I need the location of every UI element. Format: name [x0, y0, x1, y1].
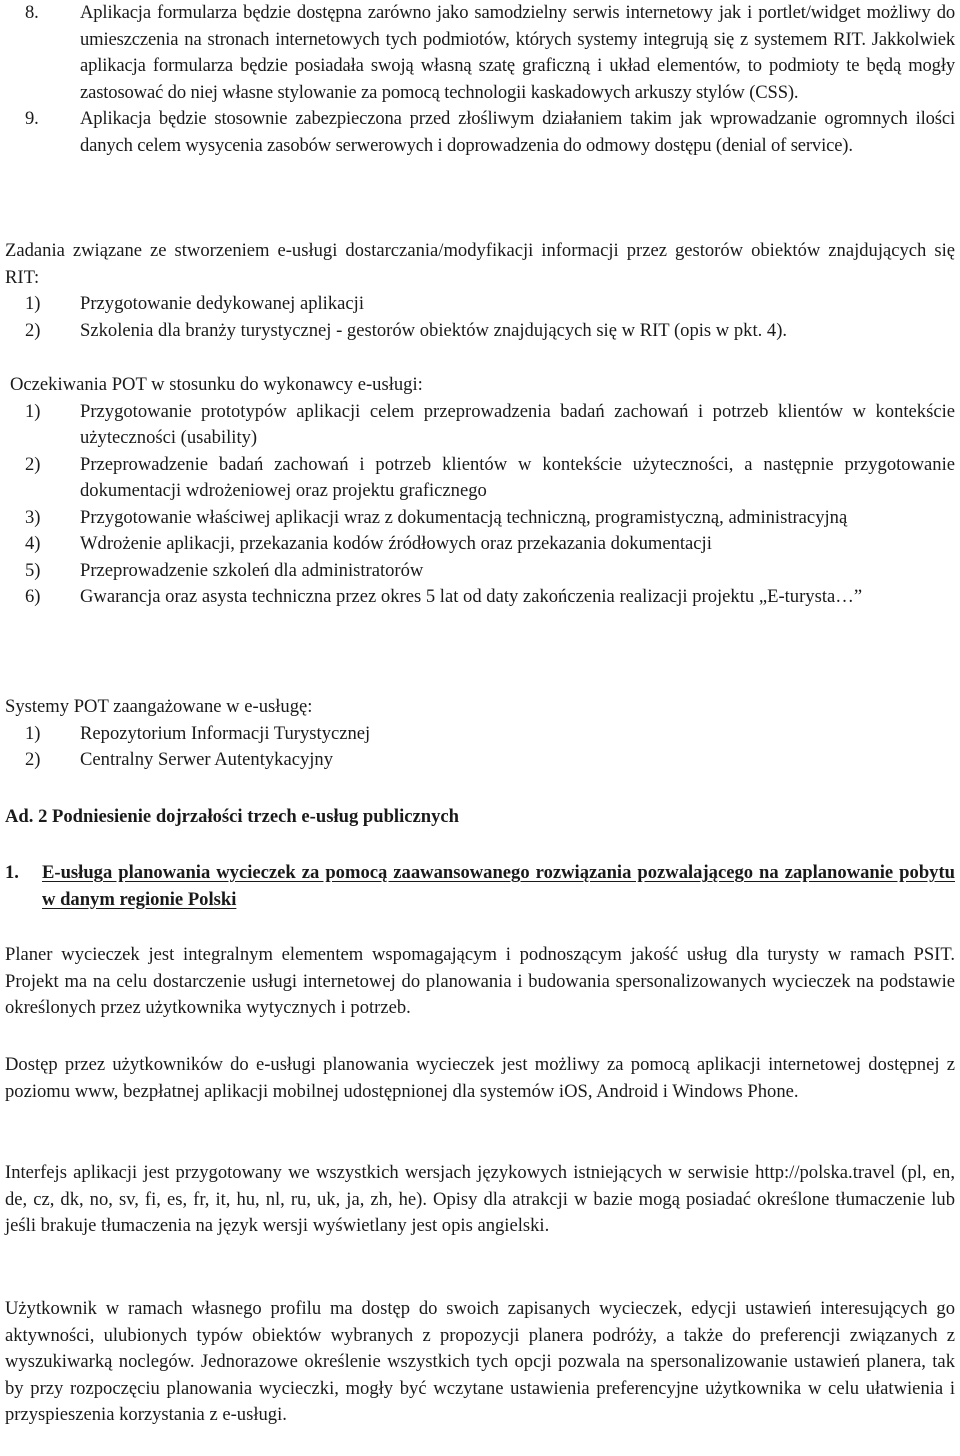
- list-item: [5, 558, 955, 585]
- item-text: Wdrożenie aplikacji, przekazania kodów źródłowych oraz przekazania dokumentacji: [80, 533, 712, 554]
- paragraph-text: Dostęp przez użytkowników do e-usługi planowania wycieczek jest możliwy za pomocą aplikacji internetowej dostępnej z poziomu www, bezpłatnej aplikacji mobilnej udostępnionej dla systemów iOS, Android i Windows Phone.: [5, 1054, 955, 1102]
- item-text: Przygotowanie dedykowanej aplikacji: [80, 293, 364, 314]
- paragraph-text: Użytkownik w ramach własnego profilu ma dostęp do swoich zapisanych wycieczek, edycji ustawień interesujących go aktywności, ulubionych typów obiektów wybranych z propozycji planera podróży, a także do preferencji związanych z wyszukiwarką noclegów. Jednorazowe określenie wszystkich tych opcji pozwala na spersonalizowanie ustawień planera, tak by przy rozpoczęciu planowania wycieczki, mogły być wczytane ustawienia preferencyjne użytkownika w celu ułatwienia i przyspieszenia korzystania z e-usługi.: [5, 1298, 955, 1425]
- paragraph-text: Planer wycieczek jest integralnym elementem wspomagającym i podnoszącym jakość usług dla turysty w ramach PSIT. Projekt ma na celu dostarczenie usługi internetowej do planowania i budowania spersonalizowanych wycieczek na podstawie określonych przez użytkownika wytycznych i potrzeb.: [5, 944, 955, 1018]
- item-number: 1): [25, 722, 41, 744]
- list-item: [5, 531, 955, 558]
- list-item: [5, 584, 955, 611]
- paragraph-3: [5, 1160, 955, 1240]
- tasks-section: [5, 238, 955, 344]
- list-item: [5, 291, 955, 318]
- paragraph-2: [5, 1052, 955, 1105]
- list-item: [5, 452, 955, 505]
- list-item: [5, 747, 955, 774]
- subsection-number: 1.: [5, 862, 19, 883]
- item-number: 1): [25, 400, 41, 422]
- subsection-title: E-usługa planowania wycieczek za pomocą zaawansowanego rozwiązania pozwalającego na zaplanowanie pobytu w danym regionie Polski: [42, 862, 955, 910]
- item-number: 2): [25, 749, 41, 770]
- item-number: 5): [25, 559, 41, 581]
- paragraph-1: [5, 942, 955, 1022]
- item-text: Przeprowadzenie szkoleń dla administratorów: [80, 559, 424, 581]
- item-text: Aplikacja będzie stosownie zabezpieczona przed złośliwym działaniem takim jak wprowadzanie ogromnych ilości danych celem wysycenia zasobów serwerowych i doprowadzenia do odmowy dostępu (denial of service).: [80, 108, 955, 156]
- section-heading: Ad. 2 Podniesienie dojrzałości trzech e-usług publicznych: [5, 806, 459, 827]
- systems-heading: Systemy POT zaangażowane w e-usługę:: [5, 696, 313, 717]
- expectations-section: [5, 372, 955, 611]
- list-item: [5, 505, 955, 532]
- paragraph-text: Interfejs aplikacji jest przygotowany we wszystkich wersjach językowych istniejących w serwisie http://polska.travel (pl, en, de, cz, dk, no, sv, fi, es, fr, it, hu, nl, ru, uk, ja, zh, he). Opisy dla atrakcji w bazie mogą posiadać określone tłumaczenie lub jeśli brakuje tłumaczenia na język wersji wyświetlany jest opis angielski.: [5, 1162, 955, 1236]
- item-text: Aplikacja formularza będzie dostępna zarówno jako samodzielny serwis internetowy jak i portlet/widget możliwy do umieszczenia na stronach internetowych tych podmiotów, których systemy integrują się z systemem RIT. Jakkolwiek aplikacja formularza będzie posiadała swoją własną szatę graficzną i układ elementów, to podmioty te będą mogły zastosować do niej własne stylowanie za pomocą technologii kaskadowych arkuszy stylów (CSS).: [80, 2, 955, 103]
- paragraph-4: [5, 1296, 955, 1429]
- item-text: Repozytorium Informacji Turystycznej: [80, 722, 371, 744]
- list-item: [5, 318, 955, 345]
- list-item-8: [5, 0, 955, 106]
- item-text: Gwarancja oraz asysta techniczna przez okres 5 lat od daty zakończenia realizacji projektu „E-turysta…”: [80, 586, 863, 607]
- tasks-heading: Zadania związane ze stworzeniem e-usługi dostarczania/modyfikacji informacji przez gestorów obiektów znajdujących się RIT:: [5, 240, 955, 288]
- expectations-heading: Oczekiwania POT w stosunku do wykonawcy e-usługi:: [10, 374, 423, 395]
- list-item: [5, 399, 955, 452]
- item-text: Przygotowanie właściwej aplikacji wraz z dokumentacją techniczną, programistyczną, administracyjną: [80, 506, 848, 528]
- item-text: Szkolenia dla branży turystycznej - gestorów obiektów znajdujących się w RIT (opis w pkt. 4).: [80, 319, 788, 341]
- item-text: Przeprowadzenie badań zachowań i potrzeb klientów w kontekście użyteczności, a następnie przygotowanie dokumentacji wdrożeniowej oraz projektu graficznego: [80, 453, 955, 501]
- item-number: 9.: [25, 108, 39, 129]
- systems-section: [5, 694, 955, 774]
- item-number: 1): [25, 293, 41, 314]
- item-number: 2): [25, 319, 41, 341]
- item-number: 6): [25, 586, 41, 607]
- item-number: 3): [25, 506, 41, 528]
- list-item: [5, 721, 955, 748]
- intro-list: [5, 0, 955, 159]
- item-text: Centralny Serwer Autentykacyjny: [80, 749, 334, 770]
- subsection-title-row: [5, 860, 955, 913]
- item-number: 8.: [25, 2, 39, 23]
- list-item-9: [5, 106, 955, 159]
- item-number: 4): [25, 533, 41, 554]
- subsection-heading: [5, 860, 955, 913]
- item-number: 2): [25, 453, 41, 475]
- item-text: Przygotowanie prototypów aplikacji celem przeprowadzenia badań zachowań i potrzeb klientów w kontekście użyteczności (usability): [80, 400, 955, 448]
